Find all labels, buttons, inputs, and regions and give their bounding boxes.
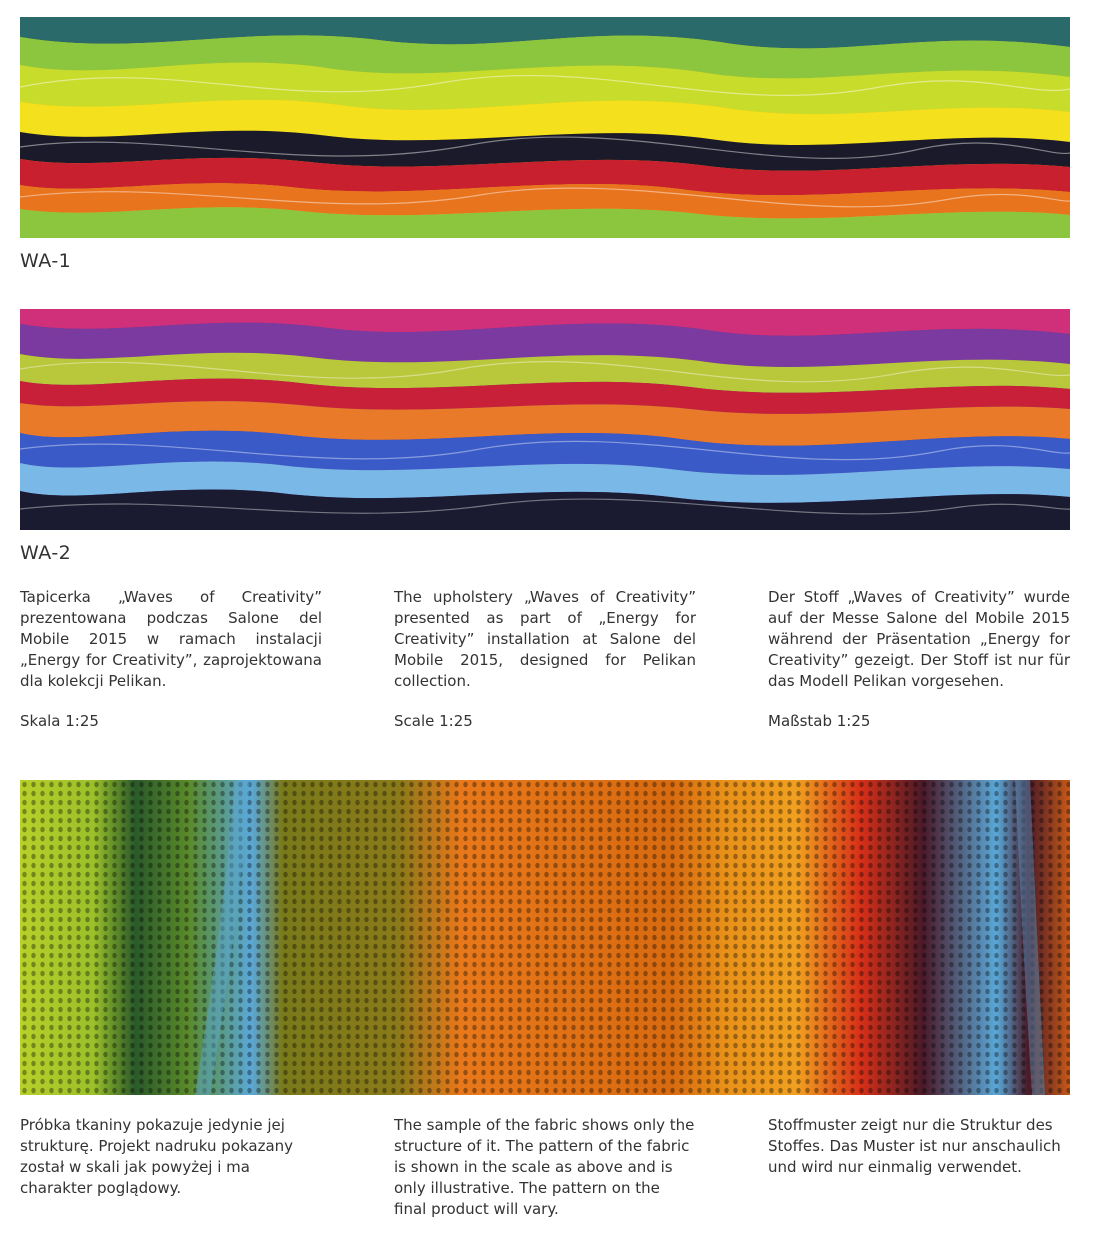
scale-pl: Skala 1:25 [20, 712, 99, 730]
wa2-waves [20, 309, 1070, 530]
scale-en: Scale 1:25 [394, 712, 473, 730]
description-en-text: The upholstery „Waves of Creativity” presented as part of „Energy for Creativity” installation at Salone del Mobile 2015, designed for Pelikan collection. [394, 588, 696, 690]
note-pl-text: Próbka tkaniny pokazuje jedynie jej strukturę. Projekt nadruku pokazany został w skali jak powyżej i ma charakter poglądowy. [20, 1116, 294, 1197]
note-de-text: Stoffmuster zeigt nur die Struktur des Stoffes. Das Muster ist nur anschaulich und wird nur einmalig verwendet. [768, 1116, 1061, 1176]
note-en [394, 1115, 696, 1220]
wa2-label: WA-2 [20, 542, 72, 564]
wa2-pattern-image [20, 309, 1070, 530]
fabric-sample-image [20, 780, 1070, 1095]
fabric-sample-texture [20, 780, 1070, 1095]
wa1-pattern-image [20, 17, 1070, 238]
description-de [768, 587, 1070, 692]
note-en-text: The sample of the fabric shows only the structure of it. The pattern of the fabric is shown in the scale as above and is only illustrative. The pattern on the final product will vary. [394, 1116, 695, 1218]
wa1-waves [20, 17, 1070, 238]
scale-de: Maßstab 1:25 [768, 712, 871, 730]
description-pl [20, 587, 322, 692]
description-en [394, 587, 696, 692]
wa1-label: WA-1 [20, 250, 72, 272]
note-pl [20, 1115, 322, 1199]
note-de [768, 1115, 1070, 1178]
description-de-text: Der Stoff „Waves of Creativity” wurde auf der Messe Salone del Mobile 2015 während der Präsentation „Energy for Creativity” gezeigt. Der Stoff ist nur für das Modell Pelikan vorgesehen. [768, 588, 1070, 690]
description-pl-text: Tapicerka „Waves of Creativity” prezentowana podczas Salone del Mobile 2015 w ramach instalacji „Energy for Creativity”, zaprojektowana dla kolekcji Pelikan. [20, 588, 322, 690]
